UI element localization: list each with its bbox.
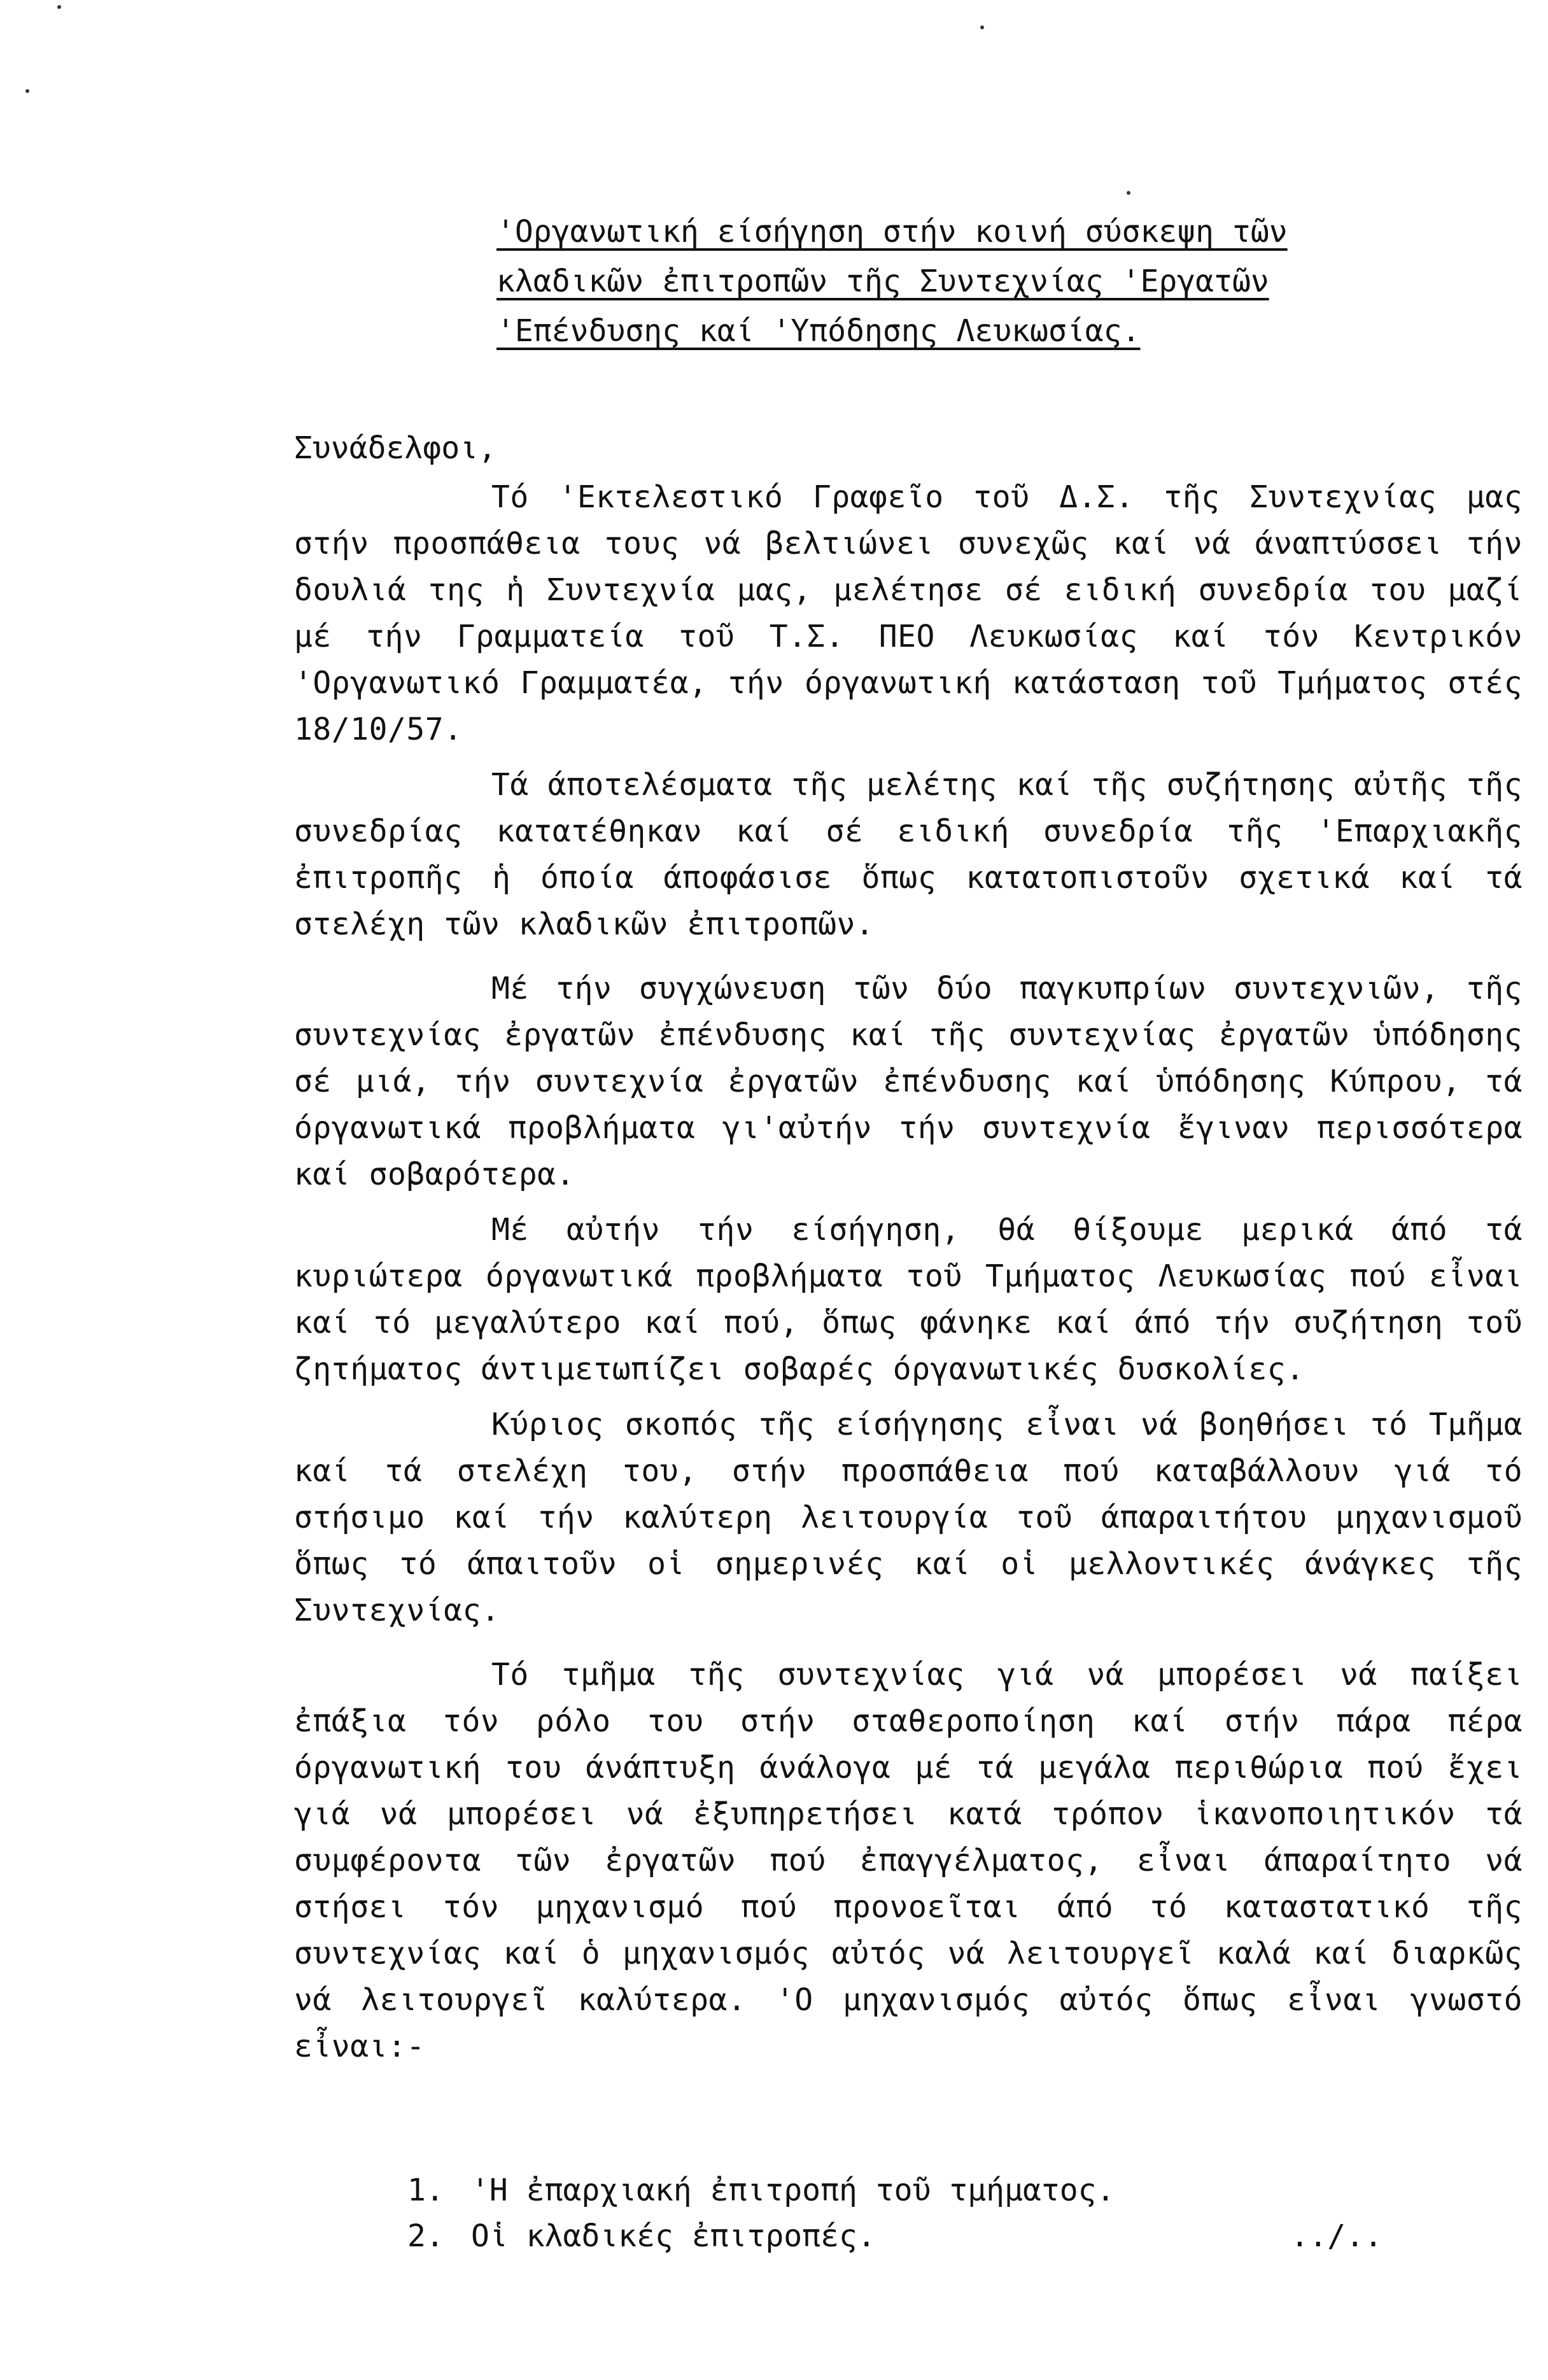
- paragraph-2: Τά άποτελέσματα τῆς μελέτης καί τῆς συζήτησης αὐτῆς τῆς συνεδρίας κατατέθηκαν καί σέ ειδική συνεδρία τῆς 'Επαρχιακῆς ἐπιτροπῆς ἡ όποία άποφάσισε ὅπως κατατοπιστοῦν σχετικά καί τά στελέχη τῶν κλαδικῶν ἐπιτροπῶν.: [294, 767, 1523, 942]
- list-item: [407, 2167, 1502, 2213]
- body-text: [294, 474, 1523, 2088]
- scan-speck: [980, 25, 984, 29]
- list-item-number: 1.: [407, 2172, 444, 2208]
- continuation-mark: ../..: [1290, 2218, 1383, 2254]
- paragraph-5: Κύριος σκοπός τῆς είσήγησης εἶναι νά βοηθήσει τό Τμῆμα καί τά στελέχη του, στήν προσπάθεια πού καταβάλλουν γιά τό στήσιμο καί τήν καλύτερη λειτουργία τοῦ άπαραιτήτου μηχανισμοῦ ὅπως τό άπαιτοῦν οἱ σημερινές καί οἱ μελλοντικές άνάγκες τῆς Συντεχνίας.: [294, 1407, 1523, 1628]
- scan-speck: [57, 5, 61, 9]
- scan-speck: [25, 89, 29, 93]
- list-item-text: Οἱ κλαδικές ἐπιτροπές.: [471, 2218, 876, 2254]
- paragraph-4: Μέ αὐτήν τήν είσήγηση, θά θίξουμε μερικά άπό τά κυριώτερα όργανωτικά προβλήματα τοῦ Τμήματος Λευκωσίας πού εἶναι καί τό μεγαλύτερο καί πού, ὅπως φάνηκε καί άπό τήν συζήτηση τοῦ ζητήματος άντιμετωπίζει σοβαρές όργανωτικές δυσκολίες.: [294, 1212, 1523, 1387]
- paragraph-6: Τό τμῆμα τῆς συντεχνίας γιά νά μπορέσει νά παίξει ἐπάξια τόν ρόλο του στήν σταθεροποίηση καί στήν πάρα πέρα όργανωτική του άνάπτυξη άνάλογα μέ τά μεγάλα περιθώρια πού ἔχει γιά νά μπορέσει νά ἐξυπηρετήσει κατά τρόπον ἱκανοποιητικόν τά συμφέροντα τῶν ἐργατῶν πού ἐπαγγέλματος, εἶναι άπαραίτητο νά στήσει τόν μηχανισμό πού προνοεῖται άπό τό καταστατικό τῆς συντεχνίας καί ὁ μηχανισμός αὐτός νά λειτουργεῖ καλά καί διαρκῶς νά λειτουργεῖ καλύτερα. 'Ο μηχανισμός αὐτός ὅπως εἶναι γνωστό εἶναι:-: [294, 1657, 1523, 2064]
- document-title: [496, 207, 1337, 356]
- scan-speck: [1127, 191, 1130, 195]
- title-line-3: 'Επένδυσης καί 'Υπόδησης Λευκωσίας.: [496, 313, 1141, 349]
- list-item-number: 2.: [407, 2218, 444, 2254]
- paragraph-3: Μέ τήν συγχώνευση τῶν δύο παγκυπρίων συντεχνιῶν, τῆς συντεχνίας ἐργατῶν ἐπένδυσης καί τῆς συντεχνίας ἐργατῶν ὑπόδησης σέ μιά, τήν συντεχνία ἐργατῶν ἐπένδυσης καί ὑπόδησης Κύπρου, τά όργανωτικά προβλήματα γι'αὐτήν τήν συντεχνία ἔγιναν περισσότερα καί σοβαρότερα.: [294, 971, 1523, 1192]
- paragraph-1: Τό 'Εκτελεστικό Γραφεῖο τοῦ Δ.Σ. τῆς Συντεχνίας μας στήν προσπάθεια τους νά βελτιώνει συνεχῶς καί νά άναπτύσσει τήν δουλιά της ἡ Συντεχνία μας, μελέτησε σέ ειδική συνεδρία του μαζί μέ τήν Γραμματεία τοῦ Τ.Σ. ΠΕΟ Λευκωσίας καί τόν Κεντρικόν 'Οργανωτικό Γραμματέα, τήν όργανωτική κατάσταση τοῦ Τμήματος στές 18/10/57.: [294, 479, 1523, 747]
- salutation: Συνάδελφοι,: [294, 430, 496, 466]
- list-item-text: 'Η ἐπαρχιακή ἐπιτροπή τοῦ τμήματος.: [471, 2172, 1115, 2208]
- title-line-1: 'Οργανωτική είσήγηση στήν κοινή σύσκεψη τῶν: [496, 214, 1288, 250]
- title-line-2: κλαδικῶν ἐπιτροπῶν τῆς Συντεχνίας 'Εργατῶν: [496, 264, 1269, 299]
